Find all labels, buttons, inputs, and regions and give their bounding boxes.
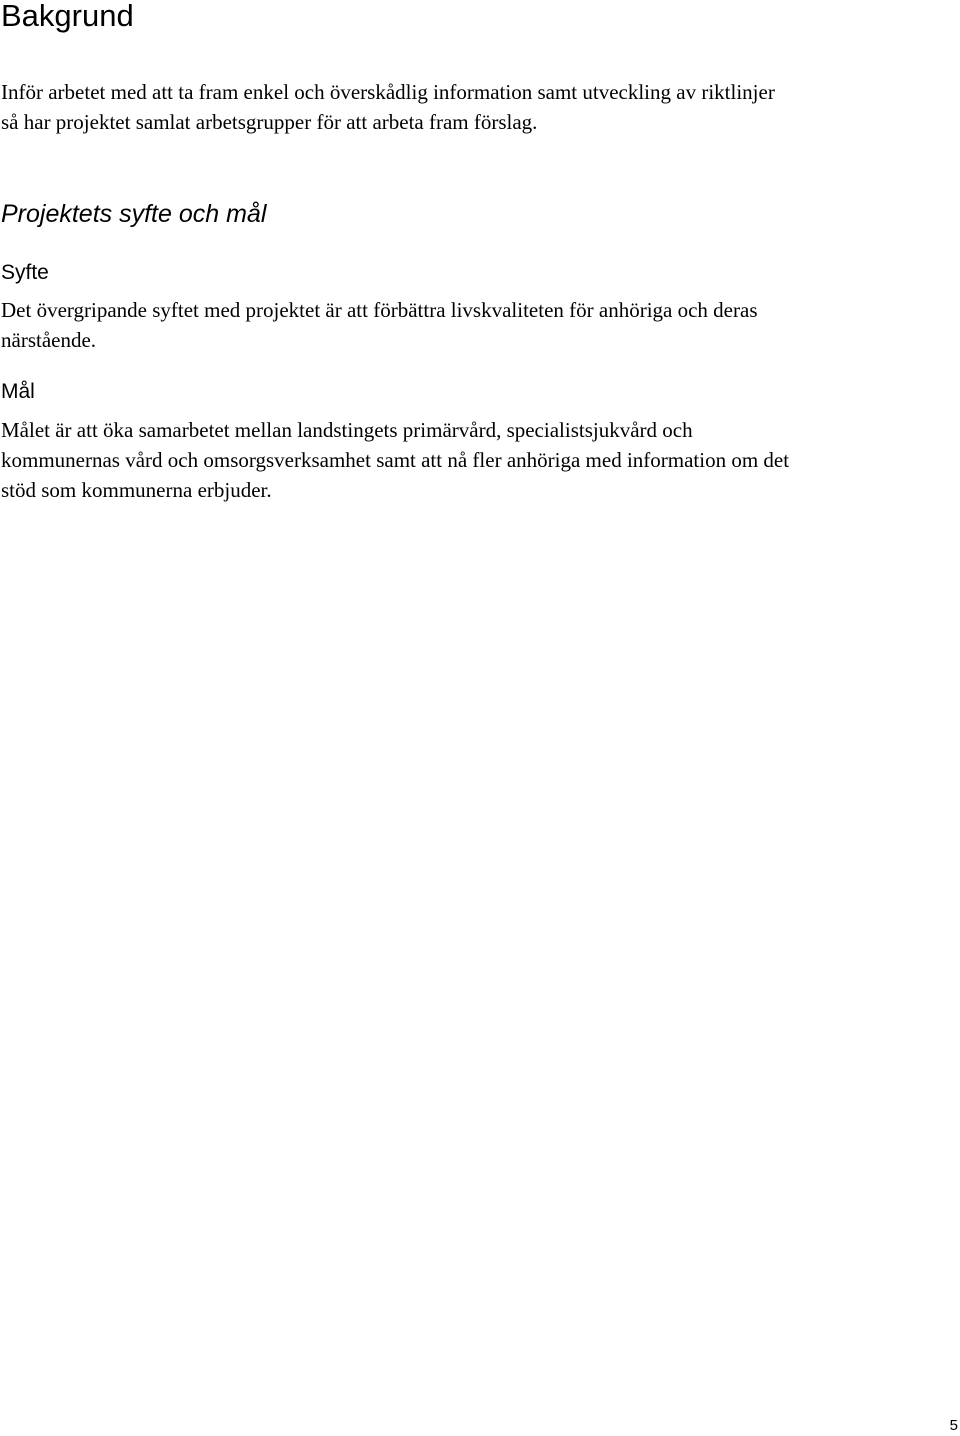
goal-line-3: stöd som kommunerna erbjuder. [1,478,272,502]
goal-paragraph [1,415,959,505]
intro-paragraph [1,77,959,137]
intro-line-2: så har projektet samlat arbetsgrupper för att arbeta fram förslag. [1,110,538,134]
purpose-line-1: Det övergripande syftet med projektet är att förbättra livskvaliteten för anhöriga och deras [1,298,758,322]
intro-line-1: Inför arbetet med att ta fram enkel och överskådlig information samt utveckling av riktlinjer [1,80,775,104]
goal-line-2: kommunernas vård och omsorgsverksamhet samt att nå fler anhöriga med information om det [1,448,790,472]
purpose-heading: Syfte [1,261,49,284]
section-title: Projektets syfte och mål [1,200,267,228]
goal-line-1: Målet är att öka samarbetet mellan landstingets primärvård, specialistsjukvård och [1,418,693,442]
page-number: 5 [949,1417,958,1434]
purpose-paragraph [1,295,959,355]
page-heading: Bakgrund [1,0,134,33]
goal-heading: Mål [1,380,35,403]
purpose-line-2: närstående. [1,328,97,352]
